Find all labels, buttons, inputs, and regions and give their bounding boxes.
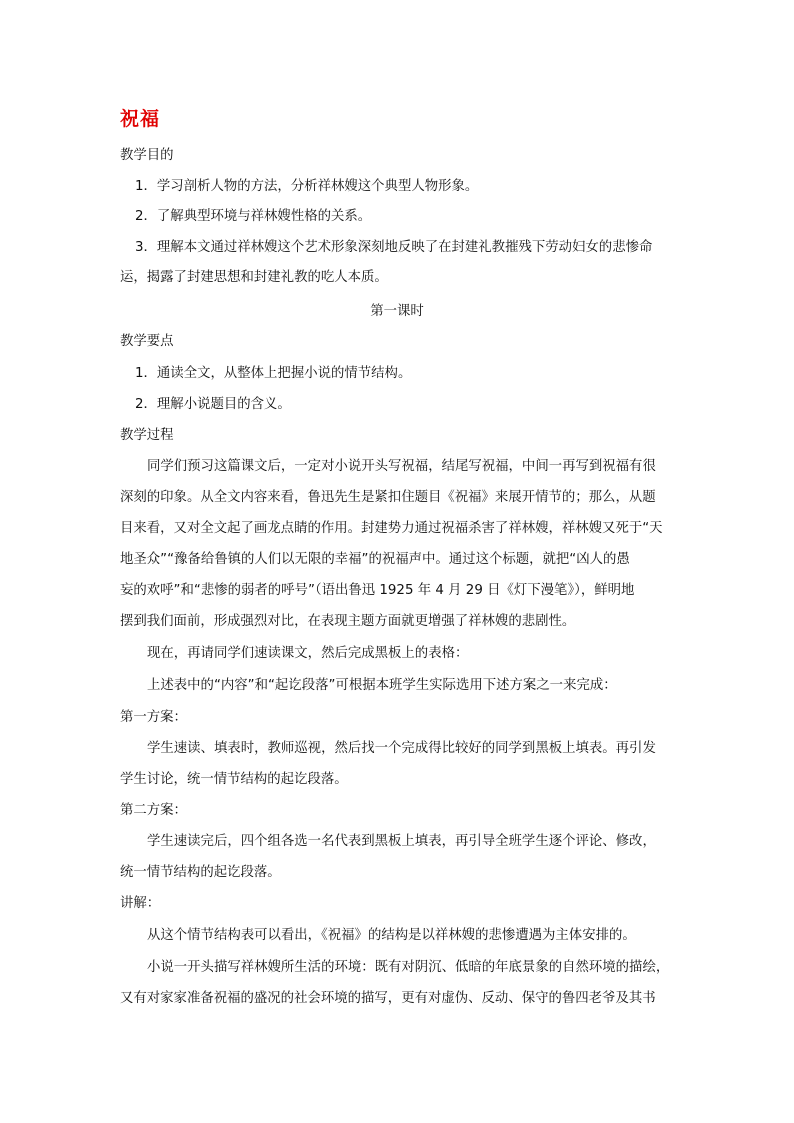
goal-item-3-continued: 运，揭露了封建思想和封建礼教的吃人本质。 — [120, 270, 388, 285]
heading-plan-one: 第一方案： — [120, 710, 187, 725]
paragraph-line: 上述表中的“内容”和“起讫段落”可根据本班学生实际选用下述方案之一来完成： — [147, 678, 617, 693]
paragraph-line: 目来看，又对全文起了画龙点睛的作用。封建势力通过祝福杀害了祥林嫂，祥林嫂又死于“天 — [120, 521, 663, 536]
heading-teaching-goals: 教学目的 — [120, 148, 174, 163]
section-title-lesson-one: 第一课时 — [370, 304, 424, 319]
heading-plan-two: 第二方案： — [120, 803, 187, 818]
heading-key-points: 教学要点 — [120, 334, 174, 349]
paragraph-line: 统一情节结构的起讫段落。 — [120, 865, 281, 880]
document-title: 祝福 — [120, 108, 161, 130]
paragraph-line: 小说一开头描写祥林嫂所生活的环境：既有对阴沉、低暗的年底景象的自然环境的描绘， — [147, 960, 670, 975]
paragraph-line: 妄的欢呼”和“悲惨的弱者的呼号”（语出鲁迅 1925 年 4 月 29 日《灯下漫笔》），鲜明地 — [120, 583, 635, 598]
paragraph-line: 学生讨论，统一情节结构的起讫段落。 — [120, 772, 348, 787]
paragraph-line: 从这个情节结构表可以看出，《祝福》的结构是以祥林嫂的悲惨遭遇为主体安排的。 — [147, 928, 636, 943]
key-point-1: 1．通读全文，从整体上把握小说的情节结构。 — [135, 366, 412, 381]
paragraph-line: 学生速读完后，四个组各选一名代表到黑板上填表，再引导全班学生逐个评论、修改， — [147, 834, 656, 849]
heading-explanation: 讲解： — [120, 896, 161, 911]
paragraph-line: 摆到我们面前，形成强烈对比，在表现主题方面就更增强了祥林嫂的悲剧性。 — [120, 614, 576, 629]
goal-item-2: 2．了解典型环境与祥林嫂性格的关系。 — [135, 209, 372, 224]
paragraph-line: 同学们预习这篇课文后，一定对小说开头写祝福，结尾写祝福，中间一再写到祝福有很 — [147, 459, 656, 474]
goal-item-1: 1．学习剖析人物的方法，分析祥林嫂这个典型人物形象。 — [135, 179, 479, 194]
key-point-2: 2．理解小说题目的含义。 — [135, 397, 291, 412]
paragraph-line: 地圣众”“豫备给鲁镇的人们以无限的幸福”的祝福声中。通过这个标题，就把“凶人的愚 — [120, 552, 630, 567]
heading-teaching-process: 教学过程 — [120, 428, 174, 443]
paragraph-line: 又有对家家准备祝福的盛况的社会环境的描写，更有对虚伪、反动、保守的鲁四老爷及其书 — [120, 991, 656, 1006]
paragraph-line: 深刻的印象。从全文内容来看，鲁迅先生是紧扣住题目《祝福》来展开情节的；那么，从题 — [120, 490, 656, 505]
paragraph-line: 现在，再请同学们速读课文，然后完成黑板上的表格： — [147, 646, 469, 661]
goal-item-3: 3．理解本文通过祥林嫂这个艺术形象深刻地反映了在封建礼教摧残下劳动妇女的悲惨命 — [135, 240, 653, 255]
paragraph-line: 学生速读、填表时，教师巡视，然后找一个完成得比较好的同学到黑板上填表。再引发 — [147, 741, 656, 756]
